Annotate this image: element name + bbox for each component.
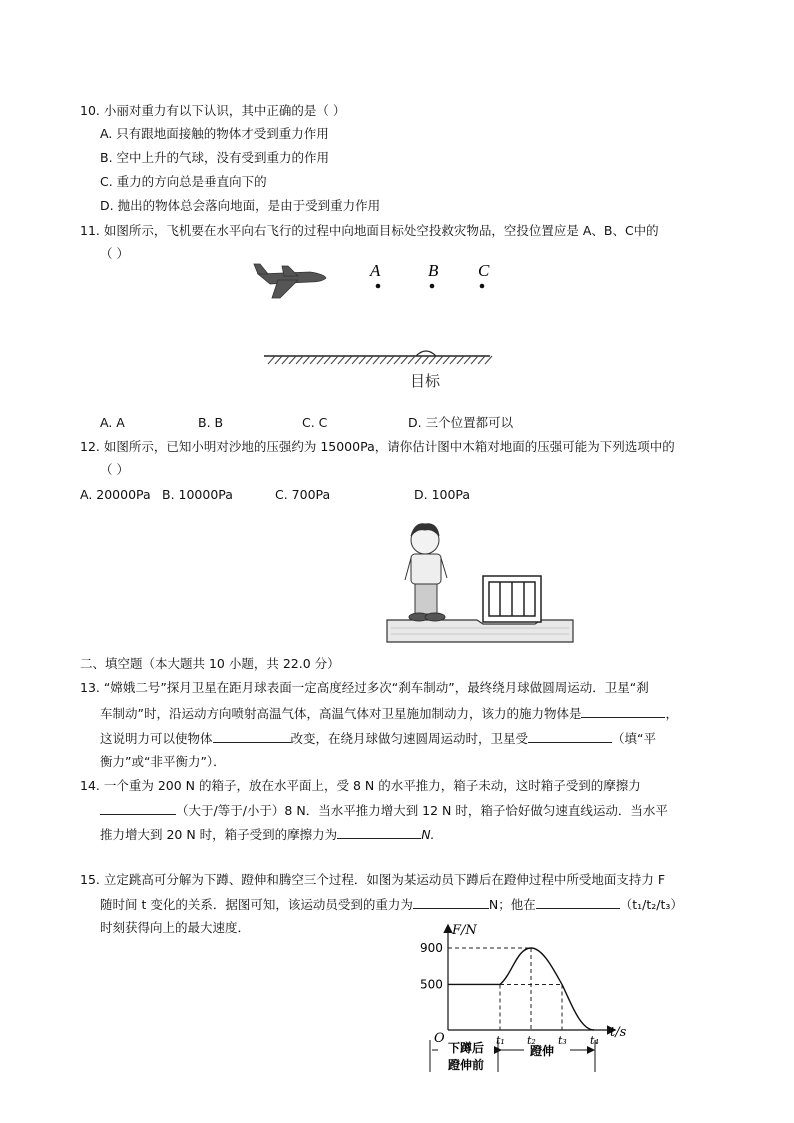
ground-hatch-line bbox=[310, 356, 317, 364]
phase-label-squat: 下蹲后 bbox=[448, 1041, 485, 1055]
q12-stem-line1: 12. 如图所示，已知小明对沙地的压强约为 15000Pa，请你估计图中木箱对地面的压强可能为下列选项中的 bbox=[80, 439, 675, 454]
q11-stem-line1: 11. 如图所示，飞机要在水平向右飞行的过程中向地面目标处空投救灾物品，空投位置应是 A、B、C中的 bbox=[80, 223, 659, 238]
q13-line4: 衡力”或“非平衡力”）． bbox=[100, 754, 226, 769]
q11-stem-line2: （ ） bbox=[100, 246, 129, 261]
ground-hatch-line bbox=[317, 356, 324, 364]
ground-hatch-line bbox=[331, 356, 338, 364]
q11-option-c: C. C bbox=[302, 415, 328, 430]
origin-label: O bbox=[434, 1031, 445, 1046]
ground-hatch-line bbox=[373, 356, 380, 364]
ground-hatch-line bbox=[394, 356, 401, 364]
q13-blank-3[interactable] bbox=[528, 728, 612, 743]
x-tick-label: t₁ bbox=[496, 1034, 505, 1047]
ground-hatch-line bbox=[303, 356, 310, 364]
ground-hatch-line bbox=[464, 356, 471, 364]
q13-line2: 车制动”时，沿运动方向喷射高温气体，高温气体对卫星施加制动力，该力的施力物体是 ， bbox=[100, 703, 678, 724]
q13-blank-2[interactable] bbox=[213, 728, 291, 743]
y-tick-label: 500 bbox=[420, 977, 443, 992]
ground-hatch-line bbox=[352, 356, 359, 364]
target-label: 目标 bbox=[410, 372, 441, 390]
point-a-dot bbox=[376, 284, 381, 289]
ground-hatch-line bbox=[359, 356, 366, 364]
q11-option-a: A. A bbox=[100, 415, 125, 430]
point-label-c: C bbox=[478, 261, 490, 280]
ground-hatch-line bbox=[415, 356, 422, 364]
point-label-b: B bbox=[428, 261, 439, 280]
ground-hatch-line bbox=[296, 356, 303, 364]
q14-blank-1[interactable] bbox=[100, 800, 176, 815]
point-c-dot bbox=[480, 284, 485, 289]
q11-option-b: B. B bbox=[198, 415, 224, 430]
x-tick-label: t₃ bbox=[558, 1034, 567, 1047]
q12-option-b: B. 10000Pa bbox=[162, 487, 233, 502]
x-tick-label: t₄ bbox=[590, 1034, 599, 1047]
phase-label-before-push: 蹬伸前 bbox=[448, 1058, 485, 1072]
q10-option-a: A. 只有跟地面接触的物体才受到重力作用 bbox=[100, 126, 329, 141]
q12-figure bbox=[385, 518, 575, 644]
q13-blank-1[interactable] bbox=[581, 703, 665, 718]
q15-blank-1[interactable] bbox=[413, 894, 489, 909]
q12-option-c: C. 700Pa bbox=[275, 487, 331, 502]
force-series-line bbox=[448, 948, 594, 1030]
ground-hatch-line bbox=[275, 356, 282, 364]
point-b-dot bbox=[430, 284, 435, 289]
ground-hatch-line bbox=[478, 356, 485, 364]
ground-hatch-line bbox=[457, 356, 464, 364]
y-axis-label: F/N bbox=[452, 923, 477, 938]
wooden-box-icon bbox=[483, 576, 541, 622]
ground-hatch-line bbox=[345, 356, 352, 364]
q15-line3: 时刻获得向上的最大速度． bbox=[100, 920, 251, 935]
ground-hatch-line bbox=[422, 356, 429, 364]
ground-hatch-line bbox=[338, 356, 345, 364]
q10-option-c: C. 重力的方向总是垂直向下的 bbox=[100, 174, 267, 189]
ground-hatch-line bbox=[408, 356, 415, 364]
ground-hatch-line bbox=[268, 356, 275, 364]
ground-hatch-line bbox=[282, 356, 289, 364]
ground-hatch-line bbox=[485, 356, 492, 364]
ground-hatch-line bbox=[429, 356, 436, 364]
ground-hatch-line bbox=[387, 356, 394, 364]
ground-hatch-line bbox=[443, 356, 450, 364]
phase-label-push: 蹬伸 bbox=[530, 1044, 555, 1058]
q11-figure bbox=[250, 260, 510, 390]
ground-hatch-line bbox=[324, 356, 331, 364]
point-label-a: A bbox=[370, 261, 381, 280]
q13-line1: 13. “嫦娥二号”探月卫星在距月球表面一定高度经过多次“刹车制动”，最终绕月球做圆周运动．卫星“刹 bbox=[80, 680, 649, 695]
airplane-icon bbox=[254, 264, 326, 298]
q14-line1: 14. 一个重为 200 N 的箱子，放在水平面上，受 8 N 的水平推力，箱子未动，这时箱子受到的摩擦力 bbox=[80, 778, 641, 793]
q12-option-d: D. 100Pa bbox=[414, 487, 471, 502]
x-tick-label: t₂ bbox=[527, 1034, 536, 1047]
q11-option-d: D. 三个位置都可以 bbox=[408, 415, 514, 430]
q14-blank-2[interactable] bbox=[337, 824, 421, 839]
ground-hatch-line bbox=[289, 356, 296, 364]
q15-line1: 15. 立定跳高可分解为下蹲、蹬伸和腾空三个过程．如图为某运动员下蹲后在蹬伸过程中所受地面支持力 F bbox=[80, 872, 666, 887]
ground-hatch-line bbox=[380, 356, 387, 364]
q10-option-d: D. 抛出的物体总会落向地面，是由于受到重力作用 bbox=[100, 198, 381, 213]
sand-ground bbox=[387, 620, 573, 642]
q13-line3: 这说明力可以使物体 改变，在绕月球做匀速圆周运动时，卫星受 （填“平 bbox=[100, 728, 656, 749]
q15-blank-2[interactable] bbox=[536, 894, 620, 909]
boy-icon bbox=[405, 524, 447, 621]
q12-option-a: A. 20000Pa bbox=[80, 487, 151, 502]
ground-hatch-line bbox=[366, 356, 373, 364]
q10-stem: 10. 小丽对重力有以下认识，其中正确的是（ ） bbox=[80, 103, 346, 118]
q15-force-time-chart bbox=[410, 918, 640, 1078]
ground-hatch-line bbox=[436, 356, 443, 364]
ground-hatch-line bbox=[450, 356, 457, 364]
q14-line3: 推力增大到 20 N 时，箱子受到的摩擦力为 N. bbox=[100, 824, 435, 845]
ground-hatch-line bbox=[471, 356, 478, 364]
q10-option-b: B. 空中上升的气球，没有受到重力的作用 bbox=[100, 150, 330, 165]
ground-hatch-line bbox=[401, 356, 408, 364]
q14-line2: （大于/等于/小于）8 N．当水平推力增大到 12 N 时，箱子恰好做匀速直线运动．当水平 bbox=[100, 800, 668, 821]
q15-line2: 随时间 t 变化的关系．据图可知，该运动员受到的重力为 N；他在 （t₁/t₂/t₃） bbox=[100, 894, 683, 915]
x-axis-label: t/s bbox=[610, 1025, 627, 1040]
y-tick-label: 900 bbox=[420, 941, 443, 955]
section-heading: 二、填空题（本大题共 10 小题，共 22.0 分） bbox=[80, 656, 340, 671]
ground bbox=[264, 351, 492, 364]
q12-stem-line2: （ ） bbox=[100, 462, 129, 477]
